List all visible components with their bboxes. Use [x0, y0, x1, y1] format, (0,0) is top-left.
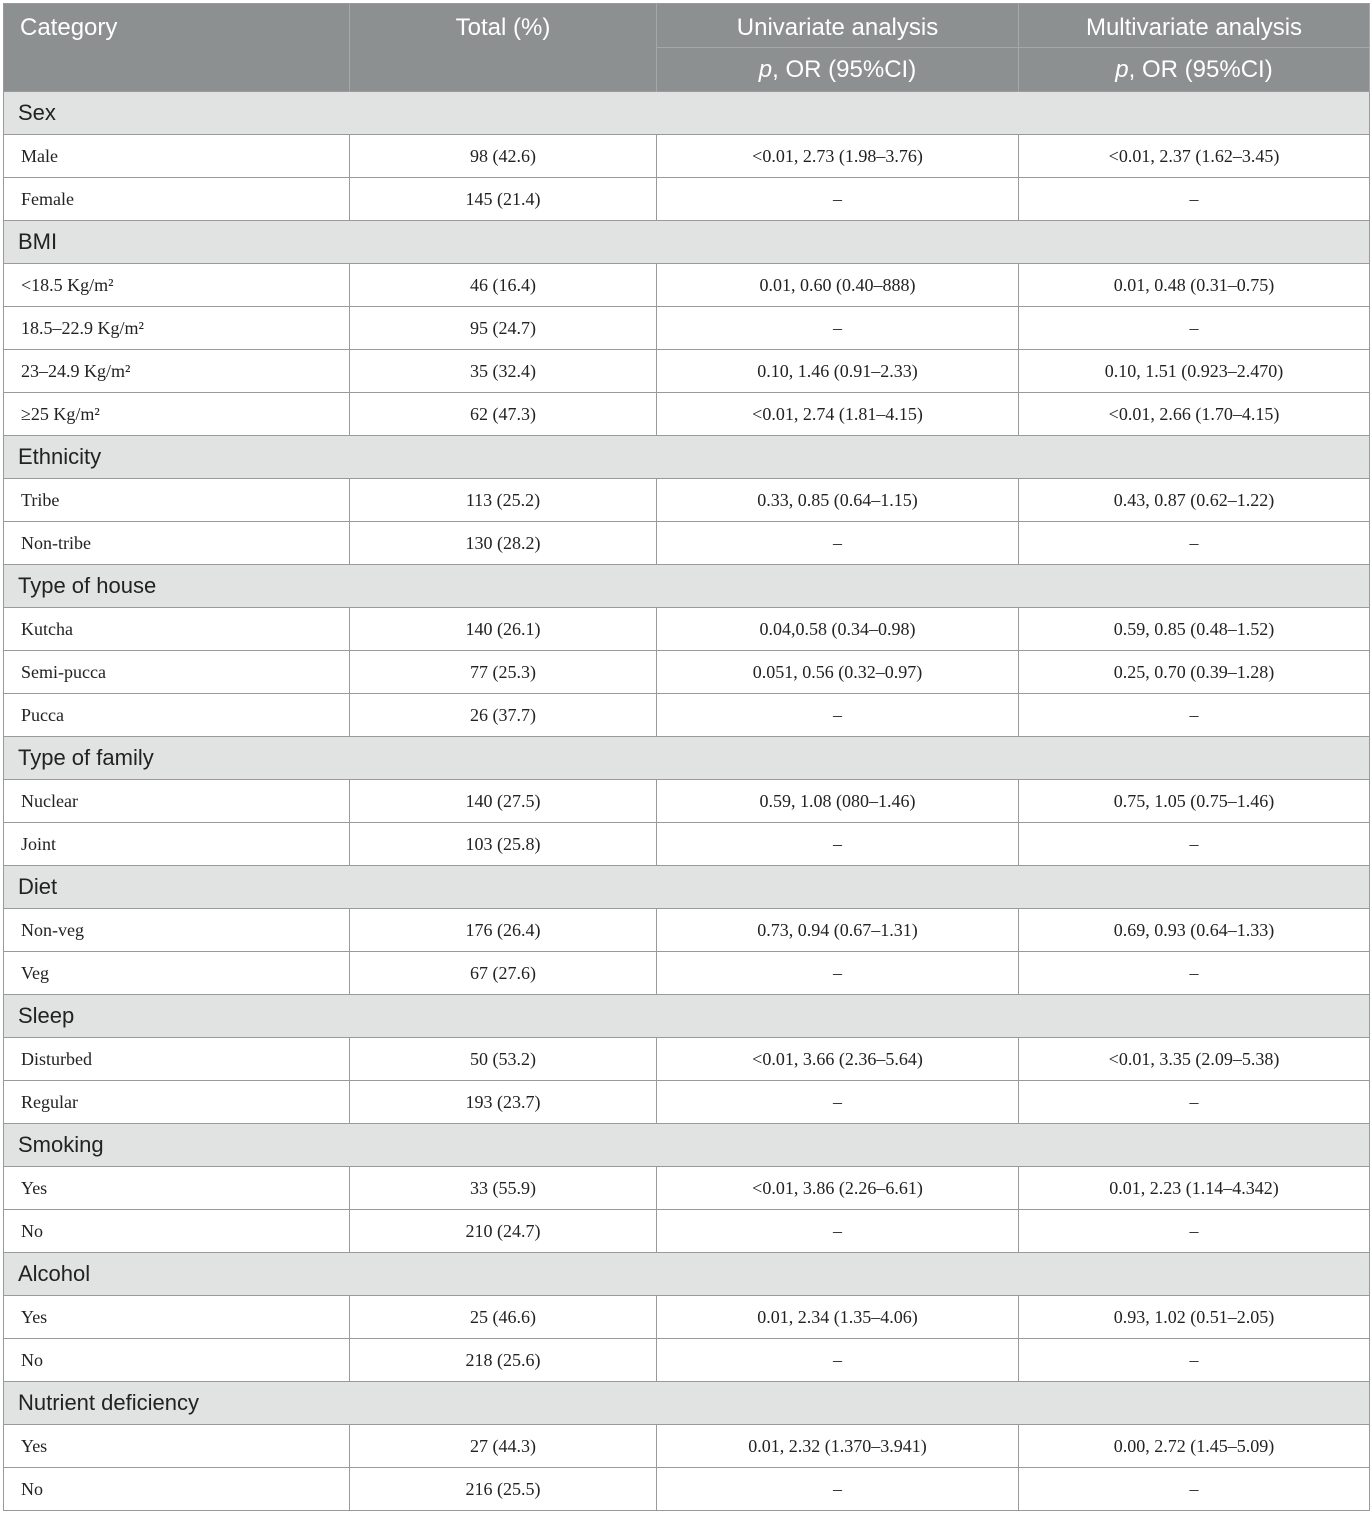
row-label: No — [4, 1339, 350, 1382]
header-total: Total (%) — [350, 4, 657, 92]
table-row — [4, 178, 1370, 221]
row-univariate: <0.01, 2.73 (1.98–3.76) — [657, 135, 1019, 178]
row-multivariate: 0.69, 0.93 (0.64–1.33) — [1019, 909, 1370, 952]
row-label: Female — [4, 178, 350, 221]
section-title: Type of family — [4, 737, 1370, 780]
row-univariate: 0.01, 2.32 (1.370–3.941) — [657, 1425, 1019, 1468]
row-total: 218 (25.6) — [350, 1339, 657, 1382]
table-row — [4, 608, 1370, 651]
row-multivariate: <0.01, 3.35 (2.09–5.38) — [1019, 1038, 1370, 1081]
section-row — [4, 565, 1370, 608]
sub-label: , OR (95%CI) — [1128, 55, 1273, 83]
row-univariate: 0.59, 1.08 (080–1.46) — [657, 780, 1019, 823]
section-row — [4, 995, 1370, 1038]
row-total: 140 (26.1) — [350, 608, 657, 651]
row-total: 67 (27.6) — [350, 952, 657, 995]
row-multivariate: 0.01, 0.48 (0.31–0.75) — [1019, 264, 1370, 307]
row-label: Non-tribe — [4, 522, 350, 565]
row-univariate: – — [657, 1468, 1019, 1511]
table-row — [4, 522, 1370, 565]
row-label: Pucca — [4, 694, 350, 737]
row-univariate: 0.73, 0.94 (0.67–1.31) — [657, 909, 1019, 952]
section-row — [4, 92, 1370, 135]
row-multivariate: – — [1019, 823, 1370, 866]
row-label: Kutcha — [4, 608, 350, 651]
table-header — [4, 4, 1370, 92]
row-multivariate: – — [1019, 307, 1370, 350]
section-row — [4, 866, 1370, 909]
row-total: 62 (47.3) — [350, 393, 657, 436]
table-row — [4, 909, 1370, 952]
section-title: Ethnicity — [4, 436, 1370, 479]
row-univariate: <0.01, 2.74 (1.81–4.15) — [657, 393, 1019, 436]
header-category: Category — [4, 4, 350, 92]
row-label: Yes — [4, 1167, 350, 1210]
row-total: 176 (26.4) — [350, 909, 657, 952]
row-multivariate: – — [1019, 522, 1370, 565]
row-univariate: – — [657, 952, 1019, 995]
table-row — [4, 1038, 1370, 1081]
table-row — [4, 780, 1370, 823]
row-univariate: – — [657, 1210, 1019, 1253]
row-total: 35 (32.4) — [350, 350, 657, 393]
sub-label: , OR (95%CI) — [772, 55, 917, 83]
row-total: 46 (16.4) — [350, 264, 657, 307]
row-label: No — [4, 1468, 350, 1511]
table-row — [4, 823, 1370, 866]
row-total: 26 (37.7) — [350, 694, 657, 737]
section-title: Nutrient deficiency — [4, 1382, 1370, 1425]
row-univariate: 0.051, 0.56 (0.32–0.97) — [657, 651, 1019, 694]
row-label: 23–24.9 Kg/m² — [4, 350, 350, 393]
row-total: 98 (42.6) — [350, 135, 657, 178]
row-label: Disturbed — [4, 1038, 350, 1081]
table-row — [4, 1081, 1370, 1124]
table-row — [4, 1425, 1370, 1468]
row-multivariate: – — [1019, 1468, 1370, 1511]
row-total: 193 (23.7) — [350, 1081, 657, 1124]
row-total: 103 (25.8) — [350, 823, 657, 866]
row-label: Semi-pucca — [4, 651, 350, 694]
table-row — [4, 1339, 1370, 1382]
row-total: 27 (44.3) — [350, 1425, 657, 1468]
section-title: Diet — [4, 866, 1370, 909]
row-total: 77 (25.3) — [350, 651, 657, 694]
row-label: Non-veg — [4, 909, 350, 952]
row-multivariate: – — [1019, 1081, 1370, 1124]
row-multivariate: – — [1019, 1210, 1370, 1253]
header-multivariate-sub — [1019, 48, 1370, 92]
table-row — [4, 1296, 1370, 1339]
table-row — [4, 264, 1370, 307]
section-row — [4, 737, 1370, 780]
section-row — [4, 221, 1370, 264]
row-label: 18.5–22.9 Kg/m² — [4, 307, 350, 350]
row-total: 33 (55.9) — [350, 1167, 657, 1210]
row-univariate: – — [657, 178, 1019, 221]
row-univariate: 0.10, 1.46 (0.91–2.33) — [657, 350, 1019, 393]
row-multivariate: – — [1019, 178, 1370, 221]
row-univariate: – — [657, 694, 1019, 737]
row-univariate: <0.01, 3.86 (2.26–6.61) — [657, 1167, 1019, 1210]
row-label: <18.5 Kg/m² — [4, 264, 350, 307]
table-row — [4, 307, 1370, 350]
table-row — [4, 393, 1370, 436]
row-univariate: 0.01, 2.34 (1.35–4.06) — [657, 1296, 1019, 1339]
row-univariate: – — [657, 1339, 1019, 1382]
section-row — [4, 436, 1370, 479]
header-multivariate: Multivariate analysis — [1019, 4, 1370, 48]
row-multivariate: 0.93, 1.02 (0.51–2.05) — [1019, 1296, 1370, 1339]
results-table — [3, 3, 1370, 1511]
row-univariate: – — [657, 307, 1019, 350]
row-label: Regular — [4, 1081, 350, 1124]
row-total: 113 (25.2) — [350, 479, 657, 522]
header-univariate-sub — [657, 48, 1019, 92]
row-univariate: – — [657, 522, 1019, 565]
table-row — [4, 694, 1370, 737]
section-title: BMI — [4, 221, 1370, 264]
section-row — [4, 1382, 1370, 1425]
table-row — [4, 1210, 1370, 1253]
row-multivariate: 0.00, 2.72 (1.45–5.09) — [1019, 1425, 1370, 1468]
table-row — [4, 1167, 1370, 1210]
table-row — [4, 651, 1370, 694]
row-total: 140 (27.5) — [350, 780, 657, 823]
table-row — [4, 135, 1370, 178]
table-row — [4, 1468, 1370, 1511]
row-label: ≥25 Kg/m² — [4, 393, 350, 436]
row-multivariate: 0.25, 0.70 (0.39–1.28) — [1019, 651, 1370, 694]
row-multivariate: 0.59, 0.85 (0.48–1.52) — [1019, 608, 1370, 651]
section-title: Smoking — [4, 1124, 1370, 1167]
row-label: Veg — [4, 952, 350, 995]
row-total: 210 (24.7) — [350, 1210, 657, 1253]
row-multivariate: 0.43, 0.87 (0.62–1.22) — [1019, 479, 1370, 522]
row-multivariate: <0.01, 2.37 (1.62–3.45) — [1019, 135, 1370, 178]
section-row — [4, 1124, 1370, 1167]
row-total: 130 (28.2) — [350, 522, 657, 565]
section-title: Sex — [4, 92, 1370, 135]
row-multivariate: – — [1019, 694, 1370, 737]
row-total: 25 (46.6) — [350, 1296, 657, 1339]
section-title: Type of house — [4, 565, 1370, 608]
table-row — [4, 350, 1370, 393]
row-multivariate: – — [1019, 1339, 1370, 1382]
row-label: Nuclear — [4, 780, 350, 823]
row-label: Male — [4, 135, 350, 178]
section-row — [4, 1253, 1370, 1296]
header-univariate: Univariate analysis — [657, 4, 1019, 48]
row-total: 50 (53.2) — [350, 1038, 657, 1081]
row-univariate: 0.33, 0.85 (0.64–1.15) — [657, 479, 1019, 522]
table-row — [4, 952, 1370, 995]
p-symbol: p — [758, 55, 773, 83]
p-symbol: p — [1115, 55, 1129, 83]
row-multivariate: – — [1019, 952, 1370, 995]
row-multivariate: 0.75, 1.05 (0.75–1.46) — [1019, 780, 1370, 823]
row-multivariate: <0.01, 2.66 (1.70–4.15) — [1019, 393, 1370, 436]
row-univariate: – — [657, 823, 1019, 866]
row-multivariate: 0.01, 2.23 (1.14–4.342) — [1019, 1167, 1370, 1210]
row-univariate: 0.04,0.58 (0.34–0.98) — [657, 608, 1019, 651]
row-total: 216 (25.5) — [350, 1468, 657, 1511]
row-total: 95 (24.7) — [350, 307, 657, 350]
row-label: Yes — [4, 1425, 350, 1468]
row-total: 145 (21.4) — [350, 178, 657, 221]
row-univariate: – — [657, 1081, 1019, 1124]
row-univariate: 0.01, 0.60 (0.40–888) — [657, 264, 1019, 307]
section-title: Sleep — [4, 995, 1370, 1038]
table-row — [4, 479, 1370, 522]
table-body — [4, 92, 1370, 1511]
row-label: No — [4, 1210, 350, 1253]
row-multivariate: 0.10, 1.51 (0.923–2.470) — [1019, 350, 1370, 393]
row-label: Tribe — [4, 479, 350, 522]
row-label: Joint — [4, 823, 350, 866]
row-label: Yes — [4, 1296, 350, 1339]
section-title: Alcohol — [4, 1253, 1370, 1296]
row-univariate: <0.01, 3.66 (2.36–5.64) — [657, 1038, 1019, 1081]
